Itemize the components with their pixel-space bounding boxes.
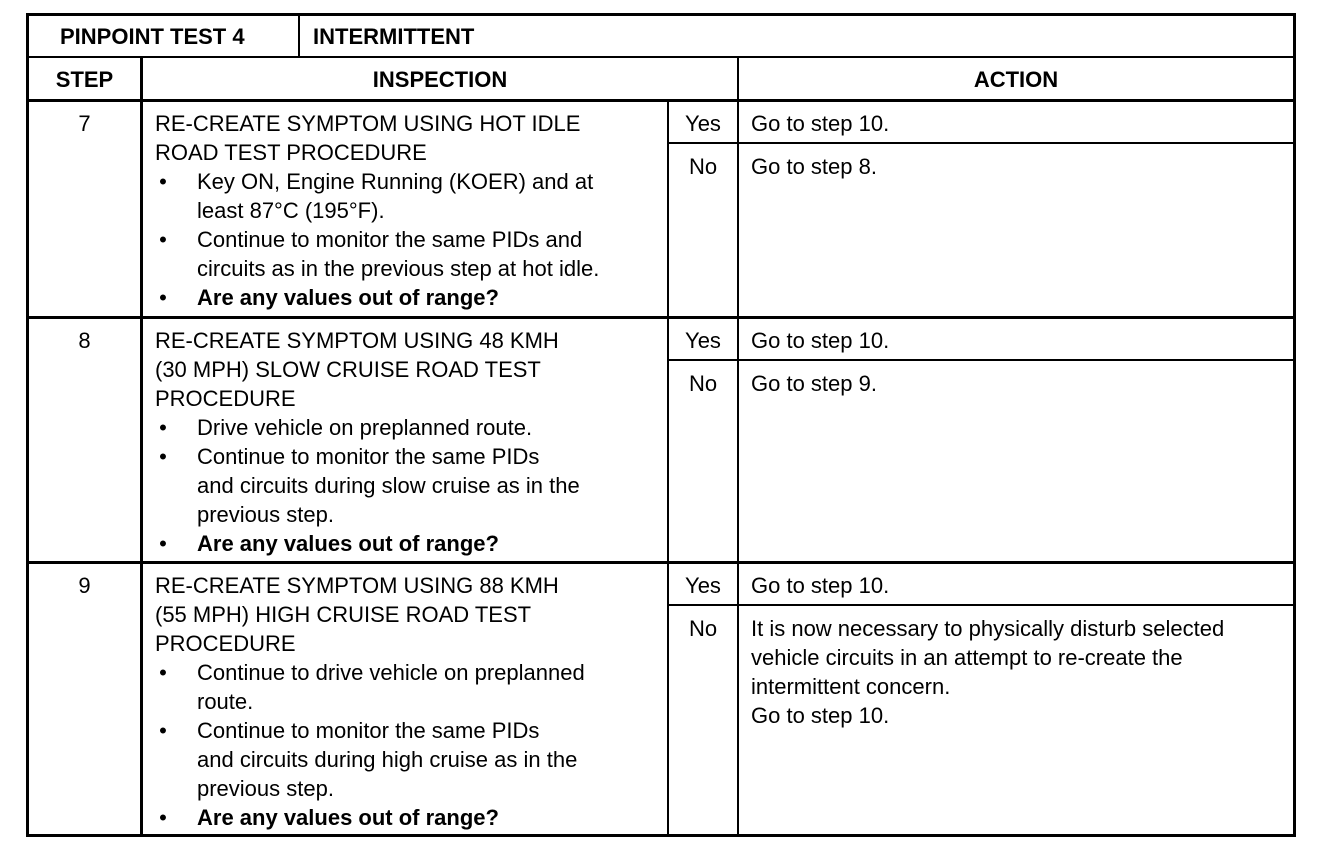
step-number: 8 bbox=[78, 328, 91, 353]
rule-header-bottom bbox=[26, 99, 1296, 102]
step-title-line: (30 MPH) SLOW CRUISE ROAD TEST bbox=[155, 357, 541, 382]
rule-action-column bbox=[737, 56, 739, 837]
test-label: PINPOINT TEST 4 bbox=[60, 24, 245, 49]
bullet-text-line: Drive vehicle on preplanned route. bbox=[197, 415, 533, 440]
step-title bbox=[155, 326, 559, 413]
no-action-line: intermittent concern. bbox=[751, 674, 951, 699]
no-label: No bbox=[688, 154, 718, 179]
test-title: INTERMITTENT bbox=[313, 24, 475, 49]
step-title-line: RE-CREATE SYMPTOM USING HOT IDLE bbox=[155, 111, 581, 136]
rule-answer-column bbox=[667, 101, 669, 837]
step-number: 9 bbox=[78, 573, 91, 598]
no-action bbox=[751, 369, 877, 398]
no-action-line: Go to step 8. bbox=[751, 154, 877, 179]
yes-action: Go to step 10. bbox=[751, 328, 890, 353]
rule-step8-yes-bottom bbox=[667, 359, 1296, 361]
bullet-icon: • bbox=[159, 415, 167, 440]
yes-label: Yes bbox=[685, 573, 721, 598]
step-title-line: PROCEDURE bbox=[155, 631, 296, 656]
bullet-text-line: previous step. bbox=[197, 502, 334, 527]
no-action-line: vehicle circuits in an attempt to re-create the bbox=[751, 645, 1183, 670]
bullet-text-line: and circuits during high cruise as in the bbox=[197, 747, 578, 772]
bullet-text-line: Are any values out of range? bbox=[197, 531, 499, 556]
bullet-text-line: Continue to monitor the same PIDs bbox=[197, 444, 540, 469]
yes-label: Yes bbox=[685, 328, 721, 353]
no-action-line: Go to step 9. bbox=[751, 371, 877, 396]
yes-action: Go to step 10. bbox=[751, 573, 890, 598]
step-title-line: (55 MPH) HIGH CRUISE ROAD TEST bbox=[155, 602, 532, 627]
bullet-text-line: and circuits during slow cruise as in the bbox=[197, 473, 580, 498]
bullet-icon: • bbox=[159, 169, 167, 194]
rule-step8-bottom bbox=[26, 561, 1296, 564]
no-label: No bbox=[688, 616, 718, 641]
step-title-line: RE-CREATE SYMPTOM USING 88 KMH bbox=[155, 573, 559, 598]
bullet-icon: • bbox=[159, 531, 167, 556]
bullet-text-line: Are any values out of range? bbox=[197, 285, 499, 310]
step-title-line: ROAD TEST PROCEDURE bbox=[155, 140, 427, 165]
bullet-icon: • bbox=[159, 285, 167, 310]
rule-title-divider bbox=[298, 13, 300, 57]
step-title bbox=[155, 109, 580, 167]
bullet-text-line: Continue to drive vehicle on preplanned bbox=[197, 660, 585, 685]
bullet-text-line: previous step. bbox=[197, 776, 334, 801]
bullet-icon: • bbox=[159, 805, 167, 830]
bullet-text-line: Key ON, Engine Running (KOER) and at bbox=[197, 169, 594, 194]
no-action bbox=[751, 614, 1224, 730]
column-header-inspection: INSPECTION bbox=[372, 67, 508, 92]
yes-label: Yes bbox=[685, 111, 721, 136]
bullet-text-line: Are any values out of range? bbox=[197, 805, 499, 830]
no-action bbox=[751, 152, 877, 181]
rule-title-bottom bbox=[26, 56, 1296, 58]
bullet-icon: • bbox=[159, 718, 167, 743]
bullet-text-line: Continue to monitor the same PIDs and bbox=[197, 227, 583, 252]
bullet-icon: • bbox=[159, 227, 167, 252]
column-header-step: STEP bbox=[55, 67, 114, 92]
yes-action: Go to step 10. bbox=[751, 111, 890, 136]
rule-step9-yes-bottom bbox=[667, 604, 1296, 606]
bullet-text-line: Continue to monitor the same PIDs bbox=[197, 718, 540, 743]
step-title-line: RE-CREATE SYMPTOM USING 48 KMH bbox=[155, 328, 559, 353]
no-label: No bbox=[688, 371, 718, 396]
bullet-text-line: circuits as in the previous step at hot idle. bbox=[197, 256, 600, 281]
bullet-text-line: route. bbox=[197, 689, 254, 714]
step-title bbox=[155, 571, 559, 658]
column-header-action: ACTION bbox=[973, 67, 1059, 92]
step-title-line: PROCEDURE bbox=[155, 386, 296, 411]
no-action-line: It is now necessary to physically disturb selected bbox=[751, 616, 1225, 641]
no-action-line: Go to step 10. bbox=[751, 703, 890, 728]
bullet-icon: • bbox=[159, 660, 167, 685]
bullet-icon: • bbox=[159, 444, 167, 469]
step-number: 7 bbox=[78, 111, 91, 136]
rule-step7-bottom bbox=[26, 316, 1296, 319]
rule-step7-yes-bottom bbox=[667, 142, 1296, 144]
rule-step-column bbox=[140, 56, 143, 837]
bullet-text-line: least 87°C (195°F). bbox=[197, 198, 385, 223]
